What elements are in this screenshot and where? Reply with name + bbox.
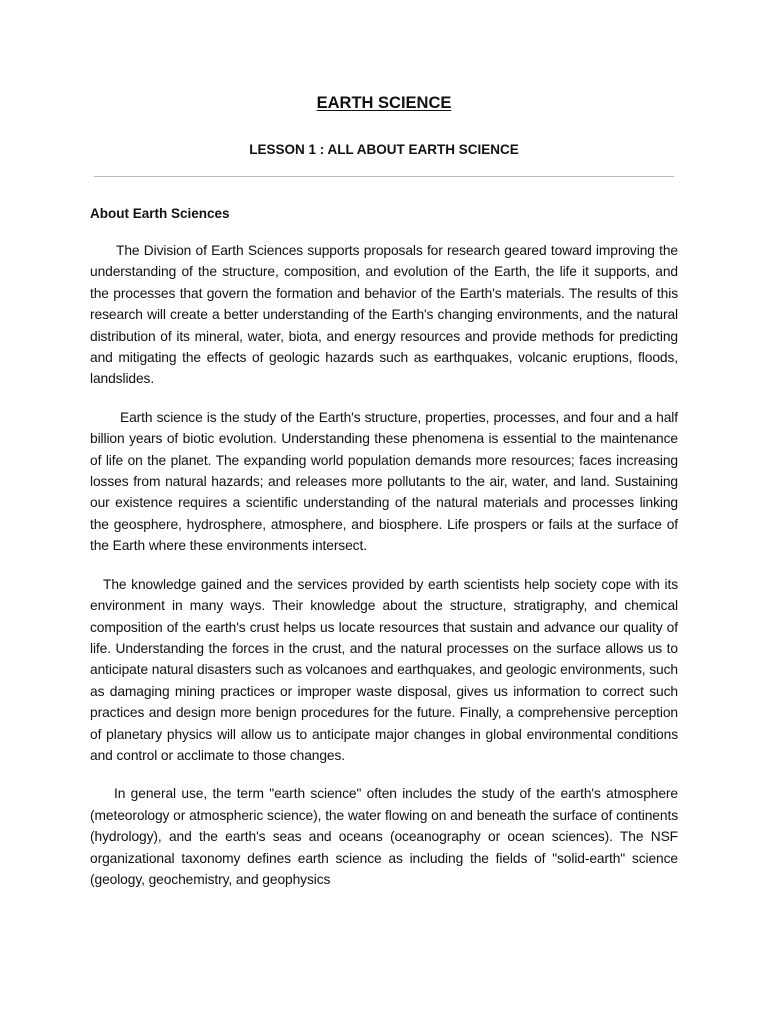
body-text bbox=[90, 240, 678, 907]
paragraph-4: In general use, the term "earth science" often includes the study of the earth's atmosphere (meteorology or atmospheric science), the water flowing on and beneath the surface of continents (hydrology), and the earth's seas and oceans (oceanography or ocean sciences). The NSF organizational taxonomy defines earth science as including the fields of "solid-earth" science (geology, geochemistry, and geophysics bbox=[90, 786, 678, 887]
paragraph-2: Earth science is the study of the Earth's structure, properties, processes, and four and a half billion years of biotic evolution. Understanding these phenomena is essential to the maintenance of life on the planet. The expanding world population demands more resources; faces increasing losses from natural hazards; and releases more pollutants to the air, water, and land. Sustaining our existence requires a scientific understanding of the natural materials and processes linking the geosphere, hydrosphere, atmosphere, and biosphere. Life prospers or fails at the surface of the Earth where these environments intersect. bbox=[90, 409, 678, 554]
paragraph-1: The Division of Earth Sciences supports proposals for research geared toward improving the understanding of the structure, composition, and evolution of the Earth, the life it supports, and the processes that govern the formation and behavior of the Earth's materials. The results of this research will create a better understanding of the Earth's changing environments, and the natural distribution of its mineral, water, biota, and energy resources and provide methods for predicting and mitigating the effects of geologic hazards such as earthquakes, volcanic eruptions, floods, landslides. bbox=[90, 243, 678, 387]
horizontal-divider bbox=[94, 176, 674, 177]
section-heading: About Earth Sciences bbox=[90, 206, 230, 221]
lesson-title: LESSON 1 : ALL ABOUT EARTH SCIENCE bbox=[249, 142, 519, 157]
paragraph-3: The knowledge gained and the services provided by earth scientists help society cope with its environment in many ways. Their knowledge about the structure, stratigraphy, and chemical composition of the earth's crust helps us locate resources that sustain and advance our quality of life. Understanding the forces in the crust, and the natural processes on the surface allows us to anticipate natural disasters such as volcanoes and earthquakes, and geologic environments, such as damaging mining practices or improper waste disposal, gives us information to correct such practices and design more benign procedures for the future. Finally, a comprehensive perception of planetary physics will allow us to anticipate major changes in global environmental conditions and control or acclimate to those changes. bbox=[90, 576, 678, 763]
document-title: EARTH SCIENCE bbox=[316, 94, 452, 112]
